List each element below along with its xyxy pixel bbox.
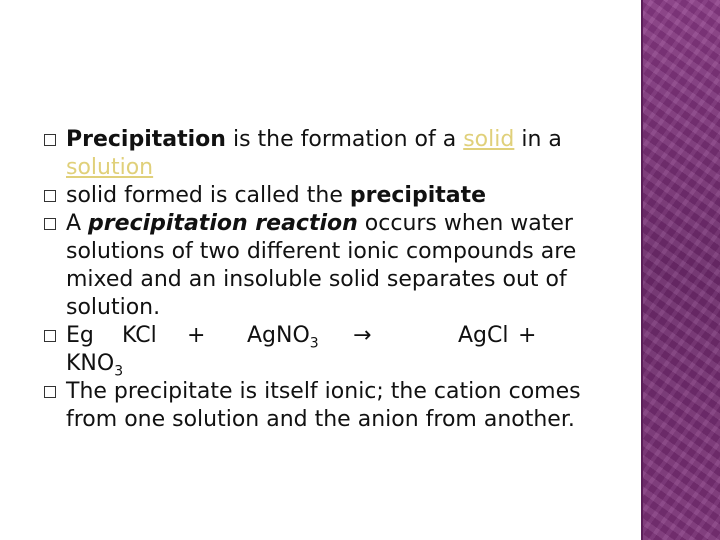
bullet-text: occurs when water solutions of two different ionic compounds are mixed and an insoluble solid separates out of solution. [66, 211, 577, 320]
bullet-text: A [66, 211, 89, 236]
equation-eg: Eg [66, 323, 94, 348]
slide-content [44, 126, 634, 434]
equation-line [66, 322, 634, 350]
bullet-precipitation-definition [44, 126, 634, 182]
bullet-precipitation-reaction [44, 210, 634, 322]
equation-plus: + [518, 323, 537, 348]
bullet-box-icon [44, 218, 56, 230]
bullet-box-icon [44, 190, 56, 202]
equation-arrow: → [353, 323, 372, 348]
term-precipitation-reaction: precipitation reaction [88, 211, 358, 236]
term-precipitation: Precipitation [66, 127, 226, 152]
equation-kcl: KCl [122, 323, 157, 348]
bullet-text: is the formation of a [225, 127, 464, 152]
link-solution[interactable]: solution [66, 155, 154, 180]
bullet-example-equation [44, 322, 634, 378]
equation-kno3: $KNO_3$ [66, 351, 124, 380]
equation-plus: + [187, 323, 206, 348]
bullet-box-icon [44, 386, 56, 398]
equation-agcl: AgCl [458, 323, 509, 348]
bullet-precipitate [44, 182, 634, 210]
bullet-box-icon [44, 330, 56, 342]
term-precipitate: precipitate [349, 183, 487, 208]
bullet-text: The precipitate is itself ionic; the cation comes from one solution and the anion from another. [66, 379, 581, 432]
decorative-sidebar [641, 0, 720, 540]
bullet-ionic-precipitate [44, 378, 634, 434]
bullet-box-icon [44, 134, 56, 146]
sidebar-edge [641, 0, 643, 540]
link-solid[interactable]: solid [463, 127, 515, 152]
equation-agno3: AgNO$_3$ [247, 323, 319, 352]
bullet-text: solid formed is called the [66, 183, 350, 208]
bullet-text: in a [514, 127, 562, 152]
